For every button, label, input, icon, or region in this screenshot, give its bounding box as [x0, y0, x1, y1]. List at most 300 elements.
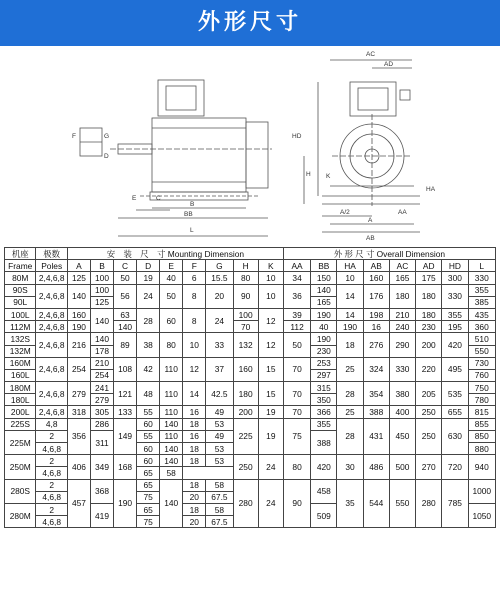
cell-poles: 2,4,6,8 [36, 308, 67, 320]
cell-c: 149 [114, 418, 137, 455]
cell-h: 80 [233, 272, 258, 284]
cell-g: 20 [206, 284, 233, 308]
cell-frame: 132M [5, 345, 36, 357]
cell-hd: 495 [442, 357, 468, 381]
cell-d: 38 [137, 333, 160, 357]
header-col: G [206, 260, 233, 272]
header-col: K [258, 260, 283, 272]
cell-ad: 175 [416, 272, 442, 284]
cell-d: 60 [137, 418, 160, 430]
cell-aa: 50 [283, 333, 310, 357]
cell-g: 53 [206, 418, 233, 430]
cell-f: 14 [183, 382, 206, 406]
cell-l: 1000 [468, 479, 495, 503]
header-col: C [114, 260, 137, 272]
header-poles-cn: 极数 [36, 248, 67, 260]
cell-f: 16 [183, 406, 206, 418]
dim-label-g: G [104, 133, 110, 140]
cell-ac: 550 [389, 479, 415, 528]
cell-bb: 420 [311, 455, 337, 479]
cell-frame: 250M [5, 455, 36, 479]
header-overall-dimension: 外 形 尺 寸 Overall Dimension [283, 248, 495, 260]
cell-b: 140 [90, 308, 113, 332]
cell-l: 550 [468, 345, 495, 357]
cell-g: 67.5 [206, 491, 233, 503]
cell-e: 140 [160, 455, 183, 467]
cell-hd: 785 [442, 479, 468, 528]
header-col: AA [283, 260, 310, 272]
header-mounting-dimension: 安 装 尺 寸 Mounting Dimension [67, 248, 283, 260]
cell-aa: 112 [283, 321, 310, 333]
cell-h: 132 [233, 333, 258, 357]
cell-b: 254 [90, 369, 113, 381]
cell-g: 58 [160, 467, 183, 479]
cell-frame: 225S [5, 418, 36, 430]
cell-c: 190 [114, 479, 137, 528]
cell-k: 12 [258, 308, 283, 332]
cell-k: 12 [258, 333, 283, 357]
cell-ad: 180 [416, 284, 442, 308]
cell-ab: 324 [363, 357, 389, 381]
cell-hd: 330 [442, 284, 468, 308]
header-col: AB [363, 260, 389, 272]
cell-l: 880 [468, 443, 495, 455]
cell-l: 330 [468, 272, 495, 284]
cell-c: 63 [114, 308, 137, 320]
cell-aa: 90 [283, 479, 310, 528]
front-view [304, 60, 420, 232]
cell-ha: 30 [337, 455, 363, 479]
header-col: L [468, 260, 495, 272]
cell-a: 457 [67, 479, 90, 528]
cell-g: 53 [206, 455, 233, 467]
cell-e: 110 [160, 382, 183, 406]
cell-frame: 90S [5, 284, 36, 296]
cell-d: 75 [137, 516, 160, 528]
cell-e: 140 [160, 443, 183, 455]
cell-e: 110 [160, 357, 183, 381]
cell-h: 160 [233, 357, 258, 381]
cell-k: 24 [258, 455, 283, 479]
cell-ab: 431 [363, 418, 389, 455]
header-col: H [233, 260, 258, 272]
cell-ad: 250 [416, 406, 442, 418]
cell-h: 250 [233, 455, 258, 479]
cell-bb: 150 [311, 272, 337, 284]
cell-bb: 165 [311, 296, 337, 308]
cell-ab: 388 [363, 406, 389, 418]
table-row [5, 333, 496, 345]
cell-l: 850 [468, 430, 495, 442]
cell-ha: 28 [337, 418, 363, 455]
cell-ha: 190 [337, 321, 363, 333]
cell-d: 19 [137, 272, 160, 284]
cell-f: 16 [183, 430, 206, 442]
cell-g: 33 [206, 333, 233, 357]
cell-e: 50 [160, 284, 183, 308]
cell-poles: 2 [36, 430, 67, 442]
cell-f: 12 [183, 357, 206, 381]
cell-frame: 112M [5, 321, 36, 333]
dimension-table-body [5, 248, 496, 528]
cell-k: 19 [258, 406, 283, 418]
table-row [5, 479, 496, 491]
cell-k: 10 [258, 272, 283, 284]
cell-c: 121 [114, 382, 137, 406]
cell-bb: 40 [311, 321, 337, 333]
cell-d: 75 [137, 491, 160, 503]
cell-aa: 70 [283, 406, 310, 418]
cell-ha: 10 [337, 272, 363, 284]
cell-hd: 720 [442, 455, 468, 479]
cell-l: 760 [468, 369, 495, 381]
cell-d: 60 [137, 455, 160, 467]
cell-b: 140 [90, 333, 113, 345]
dim-label-hd: HD [292, 133, 302, 140]
cell-ad: 270 [416, 455, 442, 479]
cell-bb: 315 [311, 382, 337, 394]
dim-label-e: E [132, 195, 137, 202]
cell-hd: 535 [442, 382, 468, 406]
table-row [5, 418, 496, 430]
cell-poles: 4,6,8 [36, 467, 67, 479]
table-header-row [5, 248, 496, 260]
cell-b: 125 [90, 296, 113, 308]
cell-ac: 290 [389, 333, 415, 357]
cell-c: 168 [114, 455, 137, 479]
cell-hd: 300 [442, 272, 468, 284]
cell-ab: 198 [363, 308, 389, 320]
cell-ac: 210 [389, 308, 415, 320]
dim-label-c: C [156, 195, 161, 202]
cell-g: 42.5 [206, 382, 233, 406]
cell-poles: 2,4,6,8 [36, 321, 67, 333]
cell-ha: 25 [337, 357, 363, 381]
cell-ha: 35 [337, 479, 363, 528]
cell-ac: 380 [389, 382, 415, 406]
cell-c: 89 [114, 333, 137, 357]
cell-poles: 2,4,6,8 [36, 272, 67, 284]
cell-e: 140 [160, 479, 183, 528]
header-col: D [137, 260, 160, 272]
cell-ac: 500 [389, 455, 415, 479]
cell-g: 49 [206, 430, 233, 442]
cell-poles: 2,4,6,8 [36, 406, 67, 418]
dim-label-l: L [190, 227, 194, 234]
cell-poles: 4,6,8 [36, 516, 67, 528]
table-row [5, 272, 496, 284]
cell-bb: 350 [311, 394, 337, 406]
cell-frame: 90L [5, 296, 36, 308]
cell-k: 24 [258, 479, 283, 528]
cell-f: 20 [183, 491, 206, 503]
cell-aa: 34 [283, 272, 310, 284]
header-frame-en: Frame [5, 260, 36, 272]
cell-b: 311 [90, 430, 113, 454]
cell-f: 10 [183, 333, 206, 357]
cell-aa: 39 [283, 308, 310, 320]
cell-ac: 240 [389, 321, 415, 333]
cell-bb: 230 [311, 345, 337, 357]
page-title: 外形尺寸 [197, 10, 302, 35]
cell-frame: 132S [5, 333, 36, 345]
cell-g: 24 [206, 308, 233, 332]
cell-c: 50 [114, 272, 137, 284]
cell-poles: 2 [36, 479, 67, 491]
table-row [5, 455, 496, 467]
cell-l: 1050 [468, 503, 495, 527]
cell-l: 435 [468, 308, 495, 320]
header-col: HD [442, 260, 468, 272]
cell-bb: 297 [311, 369, 337, 381]
table-row [5, 321, 496, 333]
cell-a: 160 [67, 308, 90, 320]
cell-c: 108 [114, 357, 137, 381]
header-col: F [183, 260, 206, 272]
cell-bb: 355 [311, 418, 337, 430]
cell-d: 60 [137, 443, 160, 455]
cell-d: 55 [137, 430, 160, 442]
cell-c: 133 [114, 406, 137, 418]
cell-bb: 190 [311, 308, 337, 320]
cell-g: 53 [206, 443, 233, 455]
cell-ab: 544 [363, 479, 389, 528]
dim-label-ad: AD [384, 61, 394, 68]
cell-aa: 75 [283, 418, 310, 455]
cell-poles: 2 [36, 503, 67, 515]
cell-a: 216 [67, 333, 90, 357]
cell-l: 940 [468, 455, 495, 479]
cell-d: 24 [137, 284, 160, 308]
cell-l: 750 [468, 382, 495, 394]
dim-label-bb: BB [184, 211, 193, 218]
cell-aa: 80 [283, 455, 310, 479]
cell-a: 190 [67, 321, 90, 333]
cell-g: 49 [206, 406, 233, 418]
cell-b: 241 [90, 382, 113, 394]
cell-frame: 80M [5, 272, 36, 284]
cell-aa: 36 [283, 284, 310, 308]
cell-h: 200 [233, 406, 258, 418]
cell-l: 780 [468, 394, 495, 406]
cell-ab: 16 [363, 321, 389, 333]
cell-bb: 458 [311, 479, 337, 503]
cell-a: 140 [67, 284, 90, 308]
table-row [5, 382, 496, 394]
cell-bb: 140 [311, 284, 337, 296]
header-col: E [160, 260, 183, 272]
cell-ad: 205 [416, 382, 442, 406]
cell-bb: 388 [311, 430, 337, 454]
cell-d: 65 [137, 479, 160, 491]
cell-frame: 225M [5, 430, 36, 454]
cell-h: 280 [233, 479, 258, 528]
cell-ha: 25 [337, 406, 363, 418]
cell-hd: 195 [442, 321, 468, 333]
cell-g: 58 [206, 479, 233, 491]
cell-ab: 354 [363, 382, 389, 406]
cell-bb: 253 [311, 357, 337, 369]
cell-c: 56 [114, 284, 137, 308]
cell-ha: 14 [337, 284, 363, 308]
cell-b: 286 [90, 418, 113, 430]
cell-a: 406 [67, 455, 90, 479]
header-frame-cn: 机座 [5, 248, 36, 260]
cell-ac: 400 [389, 406, 415, 418]
cell-l: 855 [468, 418, 495, 430]
cell-ha: 14 [337, 308, 363, 320]
cell-ha: 28 [337, 382, 363, 406]
cell-h: 180 [233, 382, 258, 406]
cell-poles: 2,4,6,8 [36, 284, 67, 308]
cell-frame: 100L [5, 308, 36, 320]
cell-frame: 280M [5, 503, 36, 527]
cell-b: 305 [90, 406, 113, 418]
cell-d: 42 [137, 357, 160, 381]
header-poles-en: Poles [36, 260, 67, 272]
cell-k: 15 [258, 382, 283, 406]
cell-ab: 276 [363, 333, 389, 357]
cell-a: 318 [67, 406, 90, 418]
cell-hd: 355 [442, 308, 468, 320]
cell-bb: 190 [311, 333, 337, 345]
cell-hd: 630 [442, 418, 468, 455]
header-col: AC [389, 260, 415, 272]
cell-l: 815 [468, 406, 495, 418]
cell-hd: 420 [442, 333, 468, 357]
cell-frame: 280S [5, 479, 36, 503]
cell-a: 279 [67, 382, 90, 406]
cell-f: 20 [183, 516, 206, 528]
table-row [5, 357, 496, 369]
cell-b: 279 [90, 394, 113, 406]
cell-bb: 509 [311, 503, 337, 527]
dim-label-aa: AA [398, 209, 407, 216]
dim-label-f: F [72, 133, 76, 140]
dim-label-ha: HA [426, 186, 436, 193]
cell-ac: 180 [389, 284, 415, 308]
cell-frame: 180L [5, 394, 36, 406]
dim-label-b: B [190, 201, 195, 208]
cell-b: 100 [90, 284, 113, 296]
cell-a: 356 [67, 418, 90, 455]
cell-l: 360 [468, 321, 495, 333]
cell-d: 48 [137, 382, 160, 406]
cell-b: 368 [90, 479, 113, 503]
motor-outline-drawing [0, 46, 500, 246]
cell-a: 254 [67, 357, 90, 381]
cell-b: 210 [90, 357, 113, 369]
cell-poles: 4,8 [36, 418, 67, 430]
cell-d: 55 [137, 406, 160, 418]
cell-l: 385 [468, 296, 495, 308]
cell-l: 355 [468, 284, 495, 296]
dimension-drawing-svg [0, 46, 500, 246]
cell-h: 70 [233, 321, 258, 333]
cell-ad: 280 [416, 479, 442, 528]
cell-hd: 655 [442, 406, 468, 418]
cell-ab: 486 [363, 455, 389, 479]
cell-ab: 176 [363, 284, 389, 308]
cell-f: 18 [183, 455, 206, 467]
cell-g: 67.5 [206, 516, 233, 528]
cell-l: 510 [468, 333, 495, 345]
cell-b: 100 [90, 272, 113, 284]
cell-poles: 2 [36, 455, 67, 467]
cell-f: 8 [183, 308, 206, 332]
cell-d: 28 [137, 308, 160, 332]
cell-g: 58 [206, 503, 233, 515]
cell-f: 18 [183, 479, 206, 491]
table-header-row [5, 260, 496, 272]
cell-g: 37 [206, 357, 233, 381]
cell-b: 178 [90, 345, 113, 357]
cell-f: 8 [183, 284, 206, 308]
cell-b: 419 [90, 503, 113, 527]
cell-frame: 160L [5, 369, 36, 381]
cell-b: 349 [90, 455, 113, 479]
cell-h: 225 [233, 418, 258, 455]
cell-e: 140 [160, 418, 183, 430]
cell-e: 110 [160, 406, 183, 418]
cell-f: 18 [183, 503, 206, 515]
cell-f: 18 [183, 418, 206, 430]
dimension-table [4, 247, 496, 528]
cell-e: 40 [160, 272, 183, 284]
cell-e: 110 [160, 430, 183, 442]
cell-ac: 330 [389, 357, 415, 381]
cell-poles: 2,4,6,8 [36, 333, 67, 357]
cell-d: 65 [137, 467, 160, 479]
cell-d: 65 [137, 503, 160, 515]
cell-ha: 18 [337, 333, 363, 357]
dim-label-h: H [306, 171, 311, 178]
cell-ad: 230 [416, 321, 442, 333]
cell-frame: 180M [5, 382, 36, 394]
table-row [5, 308, 496, 320]
cell-frame: 160M [5, 357, 36, 369]
cell-aa: 70 [283, 357, 310, 381]
cell-k: 19 [258, 418, 283, 455]
dim-label-d: D [104, 153, 109, 160]
cell-ad: 220 [416, 357, 442, 381]
cell-ad: 180 [416, 308, 442, 320]
cell-l: 730 [468, 357, 495, 369]
cell-a: 125 [67, 272, 90, 284]
cell-e: 80 [160, 333, 183, 357]
cell-ac: 450 [389, 418, 415, 455]
dim-label-a-half: A/2 [340, 209, 350, 216]
table-row [5, 284, 496, 296]
cell-e: 60 [160, 308, 183, 332]
dim-label-ac: AC [366, 51, 376, 58]
table-row [5, 406, 496, 418]
cell-ad: 250 [416, 418, 442, 455]
cell-k: 15 [258, 357, 283, 381]
cell-frame: 200L [5, 406, 36, 418]
header-col: B [90, 260, 113, 272]
dim-label-ab: AB [366, 235, 375, 242]
header-col: AD [416, 260, 442, 272]
header-col: HA [337, 260, 363, 272]
cell-poles: 4,6,8 [36, 443, 67, 455]
cell-k: 10 [258, 284, 283, 308]
cell-poles: 4,6,8 [36, 491, 67, 503]
dim-label-k: K [326, 173, 331, 180]
cell-h: 100 [233, 308, 258, 320]
cell-g: 15.5 [206, 272, 233, 284]
cell-ad: 200 [416, 333, 442, 357]
